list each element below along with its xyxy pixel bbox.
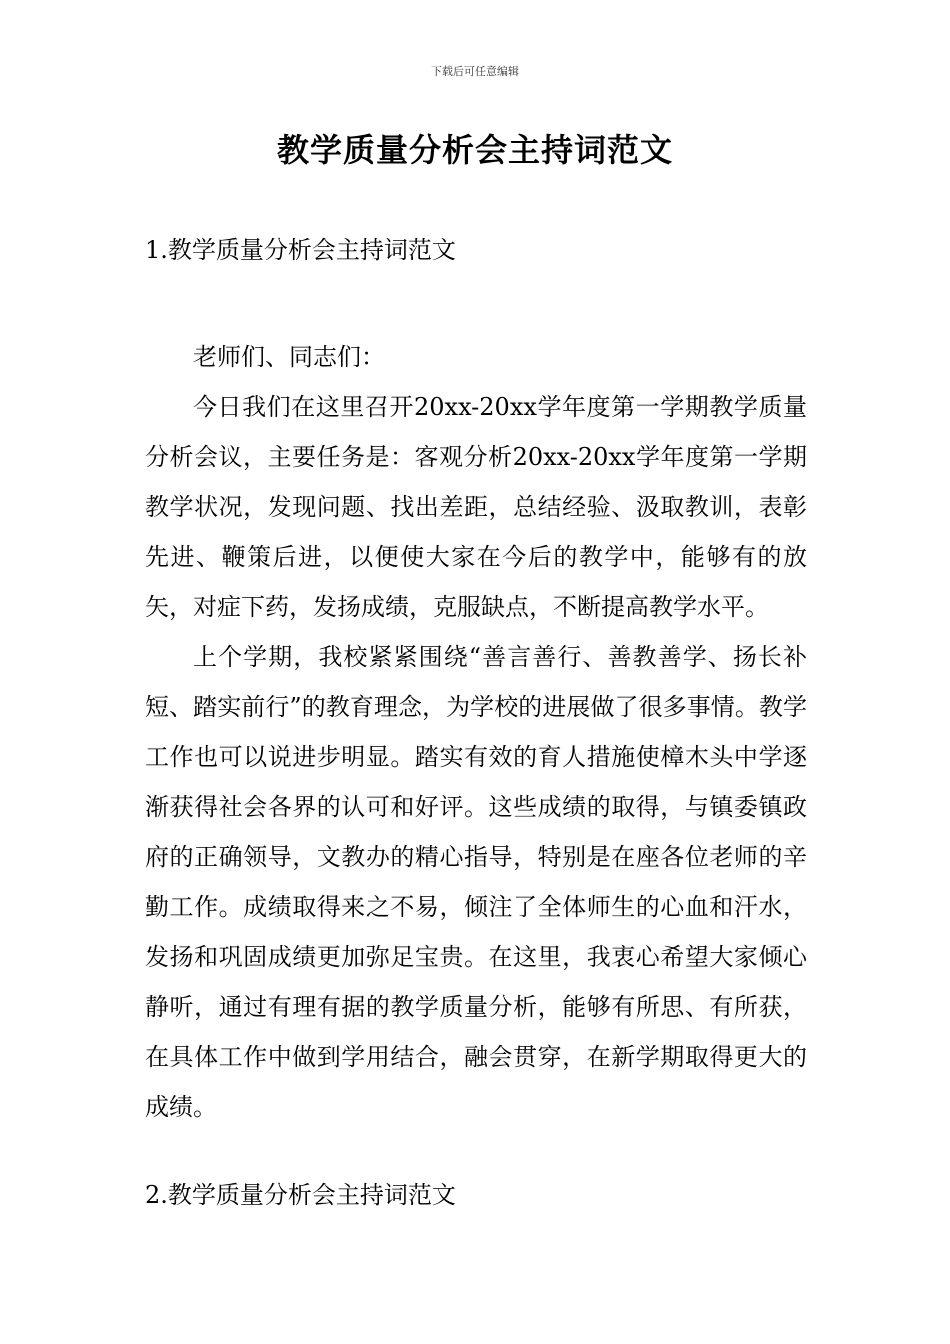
section-2-heading: 2.教学质量分析会主持词范文 [145,1181,456,1209]
document-title: 教学质量分析会主持词范文 [276,131,673,169]
header-note: 下载后可任意编辑 [431,65,519,78]
section-1-heading: 1.教学质量分析会主持词范文 [145,236,456,264]
paragraph-2: 上个学期，我校紧紧围绕“善言善行、善教善学、扬长补短、踏实前行”的教育理念，为学校的进展做了很多事情。教学工作也可以说进步明显。踏实有效的育人措施使樟木头中学逐渐获得社会各界的认可和好评。这些成绩的取得，与镇委镇政府的正确领导，文教办的精心指导，特别是在座各位老师的辛勤工作。成绩取得来之不易，倾注了全体师生的心血和汗水，发扬和巩固成绩更加弥足宝贵。在这里，我衷心希望大家倾心静听，通过有理有据的教学质量分析，能够有所思、有所获，在具体工作中做到学用结合，融会贯穿，在新学期取得更大的成绩。 [145,643,807,1121]
paragraph-1: 今日我们在这里召开20xx-20xx学年度第一学期教学质量分析会议，主要任务是：客观分析20xx-20xx学年度第一学期教学状况，发现问题、找出差距，总结经验、汲取教训，表彰先进、鞭策后进，以便使大家在今后的教学中，能够有的放矢，对症下药，发扬成绩，克服缺点，不断提高教学水平。 [145,393,807,621]
section-1-body [145,332,807,1132]
salutation: 老师们、同志们： [193,343,385,371]
